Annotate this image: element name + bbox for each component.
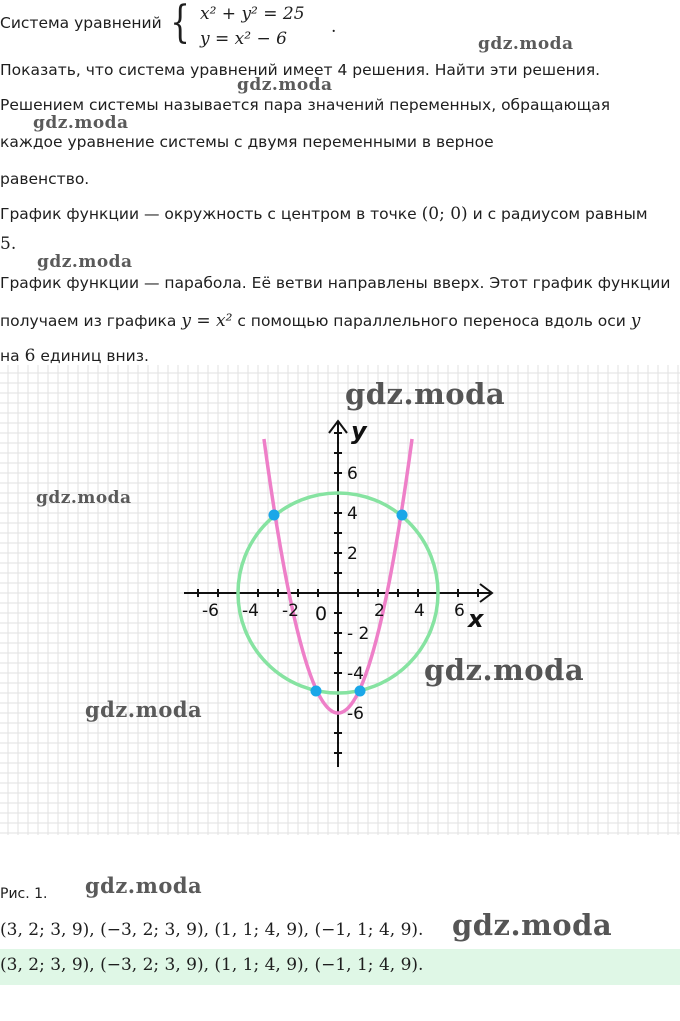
answer-highlight-row	[0, 949, 680, 985]
parabola-base-formula: y = x²	[181, 311, 233, 331]
x-tick-label: -2	[282, 601, 299, 621]
y-tick-label: 2	[347, 544, 358, 564]
figure-caption: Рис. 1.	[0, 886, 48, 902]
y-tick-label: -6	[347, 704, 364, 724]
y-tick-label: 4	[347, 504, 358, 524]
origin-label: 0	[315, 603, 328, 625]
equation-1: x² + y² = 25	[200, 4, 305, 24]
circle-text-b: и с радиусом равным	[472, 205, 648, 223]
parabola-text-a: получаем из графика	[0, 312, 177, 330]
watermark: gdz.moda	[424, 653, 585, 687]
intersection-point	[397, 510, 408, 521]
x-tick-label: 6	[454, 601, 465, 621]
watermark: gdz.moda	[452, 908, 613, 942]
parabola-axis-name: y	[630, 311, 641, 331]
watermark: gdz.moda	[237, 75, 333, 95]
circle-text-a: График функции — окружность с центром в точке	[0, 205, 417, 223]
watermark: gdz.moda	[345, 377, 506, 411]
intersection-point	[311, 686, 322, 697]
system-dot: .	[331, 17, 337, 37]
watermark: gdz.moda	[36, 488, 132, 508]
system-brace: {	[170, 0, 190, 48]
parabola-shift-number: 6	[24, 346, 36, 366]
intersection-point	[355, 686, 366, 697]
parabola-text-c: на	[0, 347, 20, 365]
watermark: gdz.moda	[85, 697, 203, 722]
circle-center-point: (0; 0)	[421, 204, 468, 224]
answer-highlight-text: (3, 2; 3, 9), (−3, 2; 3, 9), (1, 1; 4, 9), (−1, 1; 4, 9).	[0, 955, 424, 975]
parabola-text-b: с помощью параллельного переноса вдоль оси	[237, 312, 626, 330]
graph-grid	[0, 365, 680, 835]
paragraph-task: Показать, что система уравнений имеет 4 решения. Найти эти решения.	[0, 61, 601, 79]
paragraph-parabola-line1: График функции — парабола. Её ветви направлены вверх. Этот график функции	[0, 274, 671, 292]
watermark: gdz.moda	[478, 34, 574, 54]
x-axis-label: x	[468, 605, 484, 633]
x-tick-label: -6	[202, 601, 219, 621]
equation-2: y = x² − 6	[200, 29, 287, 49]
parabola-text-d: единиц вниз.	[40, 347, 149, 365]
paragraph-definition-line1: Решением системы называется пара значений переменных, обращающая	[0, 96, 611, 114]
watermark: gdz.moda	[37, 252, 133, 272]
paragraph-parabola-line2	[0, 311, 640, 331]
y-tick-label: 6	[347, 464, 358, 484]
intersection-point	[269, 510, 280, 521]
y-tick-label: - 2	[347, 624, 370, 644]
paragraph-circle-line1	[0, 204, 648, 224]
x-tick-label: -4	[242, 601, 259, 621]
x-tick-label: 4	[414, 601, 425, 621]
circle-radius-value: 5.	[0, 234, 17, 254]
answer-line: (3, 2; 3, 9), (−3, 2; 3, 9), (1, 1; 4, 9), (−1, 1; 4, 9).	[0, 920, 424, 940]
paragraph-definition-line2: каждое уравнение системы с двумя переменными в верное	[0, 133, 494, 151]
watermark: gdz.moda	[85, 873, 203, 898]
paragraph-definition-line3: равенство.	[0, 170, 90, 188]
paragraph-parabola-line3	[0, 346, 149, 366]
y-axis-label: y	[351, 417, 367, 445]
x-tick-label: 2	[374, 601, 385, 621]
system-label: Система уравнений	[0, 14, 162, 32]
function-graph	[0, 365, 680, 835]
y-tick-label: -4	[347, 664, 364, 684]
watermark: gdz.moda	[33, 113, 129, 133]
